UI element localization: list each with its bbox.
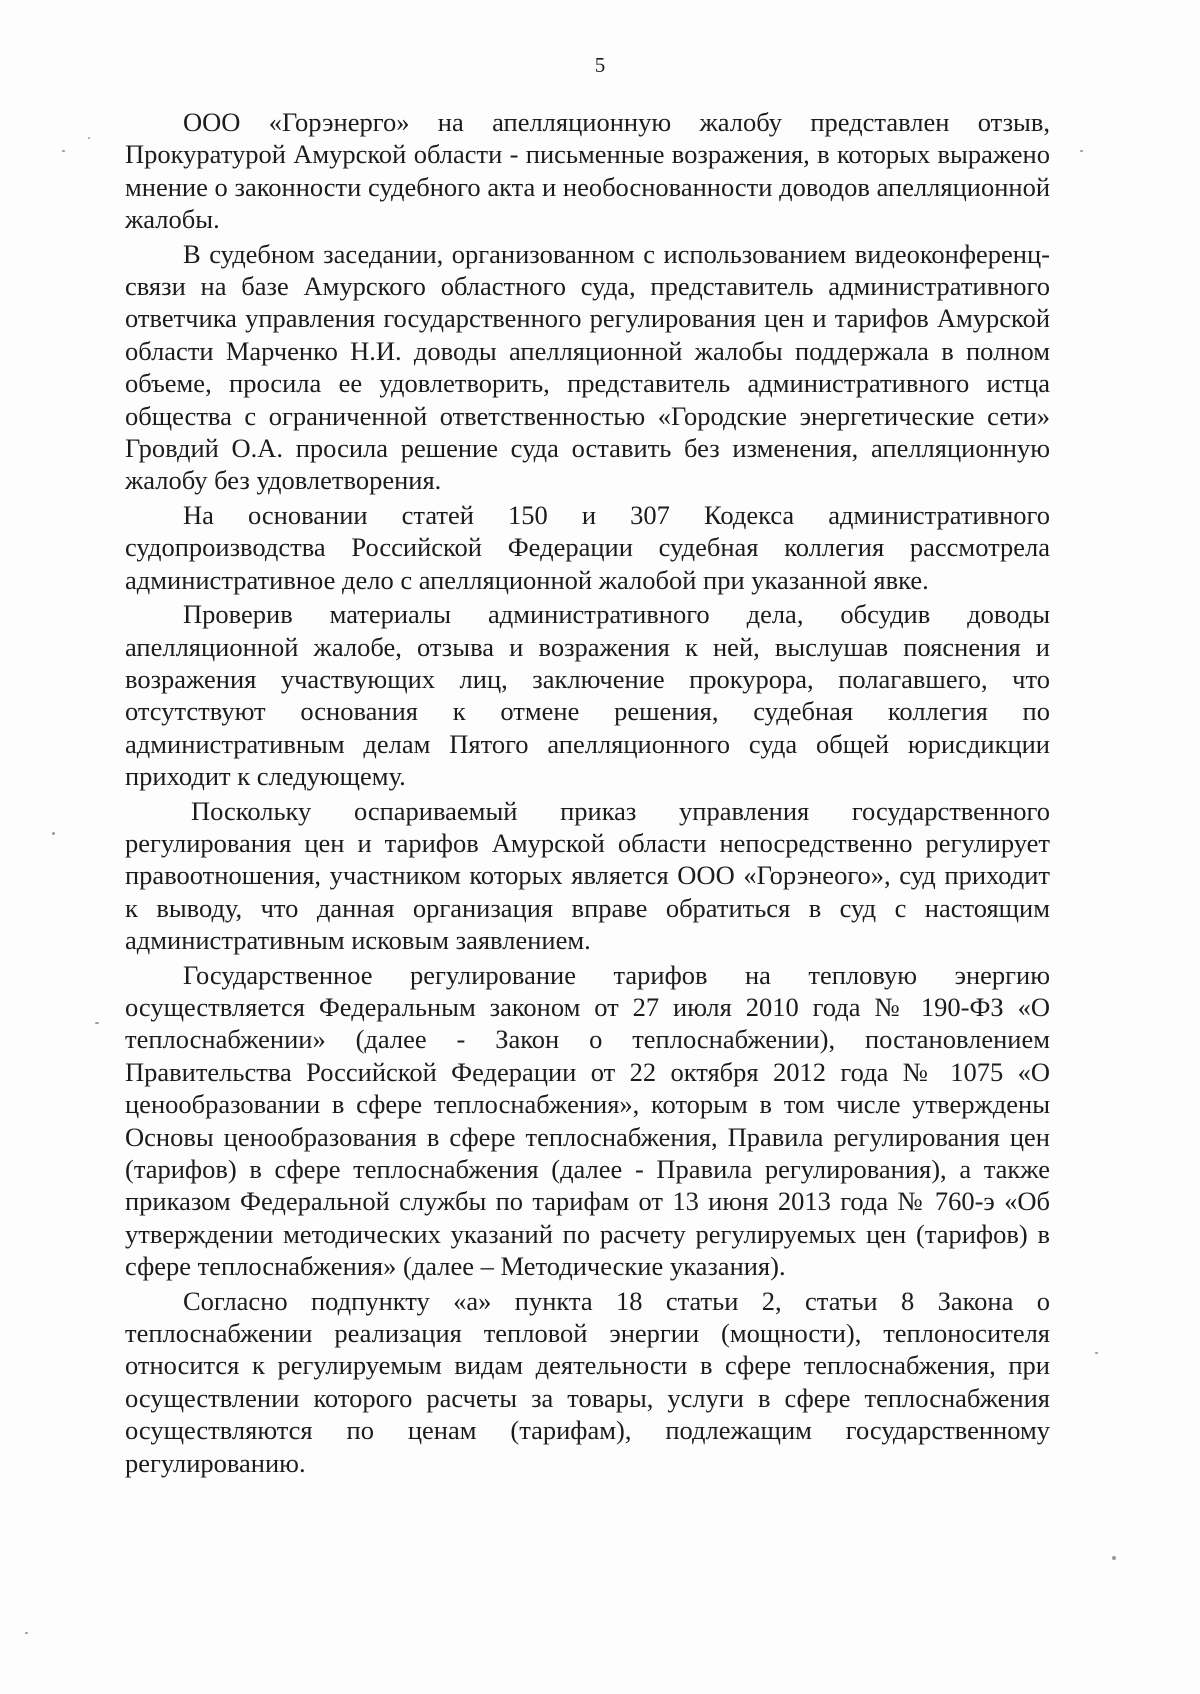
scan-speck: [1080, 150, 1083, 152]
scan-speck: [1112, 1556, 1116, 1560]
document-body: [125, 106, 1050, 1481]
paragraph-response-filed: ООО «Горэнерго» на апелляционную жалобу представлен отзыв, Прокуратурой Амурской области - письменные возражения, в которых выражено мнение о законности судебного акта и необоснованности доводов апелляционной жалобы.: [125, 107, 1050, 235]
scan-speck: [95, 1022, 99, 1024]
paragraph-court-session: В судебном заседании, организованном с использованием видеоконференц-связи на базе Амурского областного суда, представитель административного ответчика управления государственного регулирования цен и тарифов Амурской области Марченко Н.И. доводы апелляционной жалобы поддержала в полном объеме, просила ее удовлетворить, представитель административного истца общества с ограниченной ответственностью «Городские энергетические сети» Гровдий О.А. просила решение суда оставить без изменения, апелляционную жалобу без удовлетворения.: [125, 238, 1050, 496]
scan-speck: [52, 832, 55, 835]
paragraph-legal-basis: На основании статей 150 и 307 Кодекса административного судопроизводства Российской Федерации судебная коллегия рассмотрела административное дело с апелляционной жалобой при указанной явке.: [125, 499, 1050, 595]
scan-speck: [88, 137, 90, 139]
scan-speck: [62, 150, 65, 152]
paragraph-right-to-sue: Поскольку оспариваемый приказ управления государственного регулирования цен и тарифов Амурской области непосредственно регулирует правоотношения, участником которых является ООО «Горэнеого», суд приходит к выводу, что данная организация вправе обратиться в суд с настоящим административным исковым заявлением.: [125, 795, 1050, 956]
page-number: 5: [594, 53, 606, 77]
paragraph-regulated-activity: Согласно подпункту «а» пункта 18 статьи 2, статьи 8 Закона о теплоснабжении реализация тепловой энергии (мощности), теплоносителя относится к регулируемым видам деятельности в сфере теплоснабжения, при осуществлении которого расчеты за товары, услуги в сфере теплоснабжения осуществляются по ценам (тарифам), подлежащим государственному регулированию.: [125, 1285, 1050, 1478]
paragraph-review-materials: Проверив материалы административного дела, обсудив доводы апелляционной жалобе, отзыва и возражения к ней, выслушав пояснения и возражения участвующих лиц, заключение прокурора, полагавшего, что отсутствуют основания к отмене решения, судебная коллегия по административным делам Пятого апелляционного суда общей юрисдикции приходит к следующему.: [125, 599, 1050, 792]
scan-speck: [25, 1632, 28, 1634]
paragraph-state-regulation: Государственное регулирование тарифов на тепловую энергию осуществляется Федеральным законом от 27 июля 2010 года № 190-ФЗ «О теплоснабжении» (далее - Закон о теплоснабжении), постановлением Правительства Российской Федерации от 22 октября 2012 года № 1075 «О ценообразовании в сфере теплоснабжения», которым в том числе утверждены Основы ценообразования в сфере теплоснабжения, Правила регулирования цен (тарифов) в сфере теплоснабжения (далее - Правила регулирования), а также приказом Федеральной службы по тарифам от 13 июня 2013 года № 760-э «Об утверждении методических указаний по расчету регулируемых цен (тарифов) в сфере теплоснабжения» (далее – Методические указания).: [125, 959, 1050, 1282]
scan-speck: [1095, 1352, 1098, 1354]
